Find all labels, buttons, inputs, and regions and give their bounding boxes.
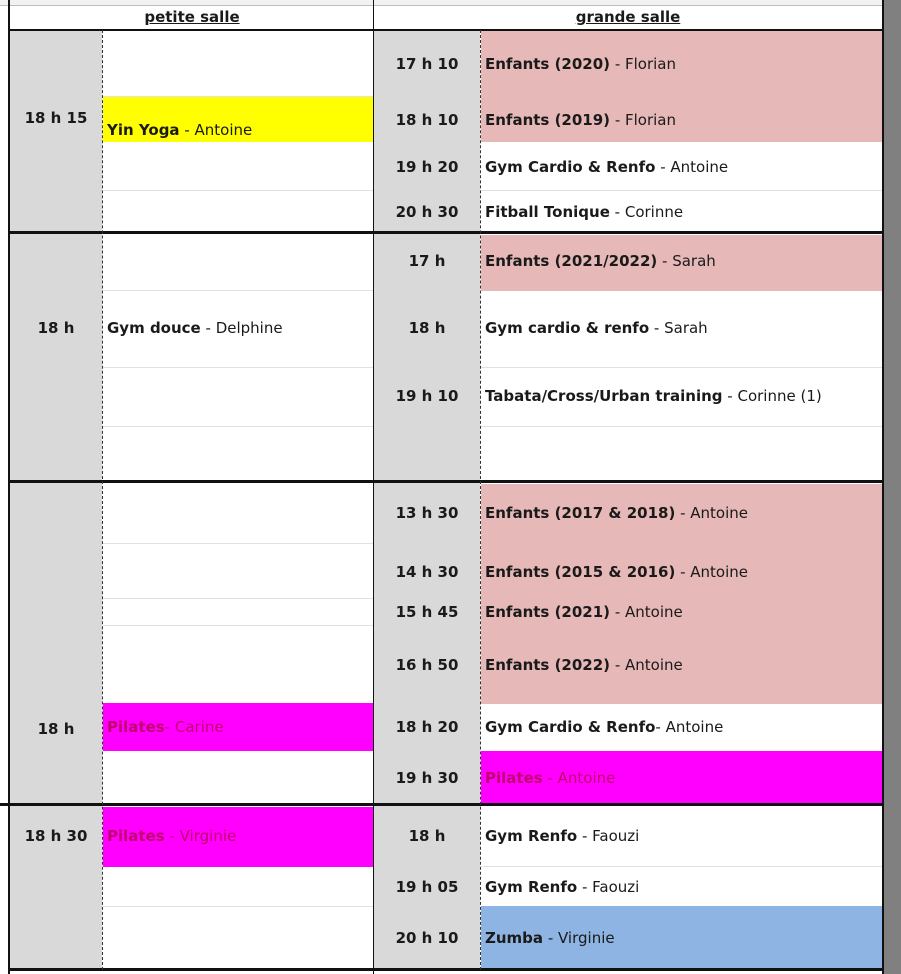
class-instructor: Sarah xyxy=(664,319,708,337)
class-sep: - xyxy=(179,121,195,139)
class-instructor: Antoine xyxy=(625,603,683,621)
grande-class xyxy=(485,826,639,846)
class-name: Tabata/Cross/Urban training xyxy=(485,387,723,405)
petite-class-3 xyxy=(107,717,224,737)
class-name: Gym Renfo xyxy=(485,878,578,896)
class-sep: - xyxy=(655,158,671,176)
petite-class-2 xyxy=(107,318,283,338)
class-name: Enfants (2020) xyxy=(485,55,611,73)
grande-time: 18 h xyxy=(408,827,446,845)
class-instructor: Florian xyxy=(625,111,677,129)
grande-time: 16 h 50 xyxy=(395,656,459,674)
grande-time: 17 h xyxy=(408,252,446,270)
class-name: Enfants (2021/2022) xyxy=(485,252,658,270)
grande-time: 19 h 30 xyxy=(395,769,459,787)
grande-time: 19 h 10 xyxy=(395,387,459,405)
class-sep: - xyxy=(610,111,625,129)
grande-time: 19 h 20 xyxy=(395,158,459,176)
class-name: Enfants (2021) xyxy=(485,603,611,621)
class-name: Enfants (2017 & 2018) xyxy=(485,504,676,522)
grande-class xyxy=(485,54,676,74)
grande-class xyxy=(485,562,748,582)
class-sep: - xyxy=(722,387,738,405)
class-name: Fitball Tonique xyxy=(485,203,610,221)
class-sep: - xyxy=(675,563,691,581)
grande-time: 17 h 10 xyxy=(395,55,459,73)
class-sep: - xyxy=(577,878,593,896)
class-instructor: Corinne (1) xyxy=(737,387,822,405)
grande-class xyxy=(485,655,683,675)
class-instructor: Virginie xyxy=(179,827,237,845)
class-name: Enfants (2015 & 2016) xyxy=(485,563,676,581)
class-sep: - xyxy=(610,603,625,621)
class-name: Pilates xyxy=(107,718,165,736)
class-instructor: Virginie xyxy=(558,929,615,947)
grande-class xyxy=(485,318,708,338)
left-time-2: 18 h xyxy=(37,319,75,337)
class-name: Zumba xyxy=(485,929,544,947)
class-name: Gym Renfo xyxy=(485,827,578,845)
class-instructor: Antoine xyxy=(670,158,729,176)
class-sep: - xyxy=(164,718,175,736)
grande-time: 13 h 30 xyxy=(395,504,459,522)
class-instructor: Antoine xyxy=(557,769,616,787)
class-sep: - xyxy=(164,827,180,845)
class-name: Yin Yoga xyxy=(107,121,180,139)
class-sep: - xyxy=(675,504,691,522)
left-time-4: 18 h 30 xyxy=(24,827,88,845)
grande-class xyxy=(485,251,716,271)
class-name: Pilates xyxy=(107,827,165,845)
class-sep: - xyxy=(649,319,665,337)
grande-class xyxy=(485,768,615,788)
class-sep: - xyxy=(577,827,593,845)
header-grande-salle: grande salle xyxy=(575,8,681,26)
header-petite-salle: petite salle xyxy=(144,8,240,26)
grande-class xyxy=(485,503,748,523)
class-instructor: Carine xyxy=(174,718,224,736)
left-time-1: 18 h 15 xyxy=(24,109,88,127)
class-name: Gym Cardio & Renfo xyxy=(485,158,656,176)
grande-time: 18 h 20 xyxy=(395,718,459,736)
grande-time: 15 h 45 xyxy=(395,603,459,621)
class-name: Gym Cardio & Renfo xyxy=(485,718,656,736)
class-sep: - xyxy=(610,55,625,73)
class-sep: - xyxy=(542,769,558,787)
grande-time: 18 h xyxy=(408,319,446,337)
left-time-3: 18 h xyxy=(37,720,75,738)
class-sep: - xyxy=(200,319,216,337)
grande-time: 19 h 05 xyxy=(395,878,459,896)
grande-time: 20 h 30 xyxy=(395,203,459,221)
class-instructor: Antoine xyxy=(690,563,748,581)
class-instructor: Antoine xyxy=(625,656,683,674)
class-instructor: Florian xyxy=(625,55,677,73)
class-name: Enfants (2019) xyxy=(485,111,611,129)
class-sep: - xyxy=(610,656,625,674)
grande-time: 14 h 30 xyxy=(395,563,459,581)
class-sep: - xyxy=(657,252,673,270)
class-instructor: Faouzi xyxy=(592,827,640,845)
class-name: Gym douce xyxy=(107,319,201,337)
class-instructor: Faouzi xyxy=(592,878,640,896)
grande-time: 18 h 10 xyxy=(395,111,459,129)
grande-class xyxy=(485,110,676,130)
class-sep: - xyxy=(609,203,625,221)
class-instructor: Antoine xyxy=(194,121,253,139)
grande-class xyxy=(485,202,683,222)
grande-time: 20 h 10 xyxy=(395,929,459,947)
class-sep: - xyxy=(655,718,666,736)
class-name: Enfants (2022) xyxy=(485,656,611,674)
grande-class xyxy=(485,928,615,948)
class-name: Pilates xyxy=(485,769,543,787)
petite-class-4 xyxy=(107,826,236,846)
grande-class xyxy=(485,157,728,177)
class-sep: - xyxy=(543,929,558,947)
class-instructor: Antoine xyxy=(690,504,748,522)
class-instructor: Delphine xyxy=(215,319,283,337)
class-instructor: Corinne xyxy=(624,203,684,221)
grande-class xyxy=(485,386,822,406)
grande-class xyxy=(485,602,683,622)
petite-class-1 xyxy=(107,120,252,140)
class-instructor: Antoine xyxy=(665,718,724,736)
grande-class xyxy=(485,877,639,897)
grande-class xyxy=(485,717,723,737)
class-instructor: Sarah xyxy=(672,252,716,270)
class-name: Gym cardio & renfo xyxy=(485,319,650,337)
